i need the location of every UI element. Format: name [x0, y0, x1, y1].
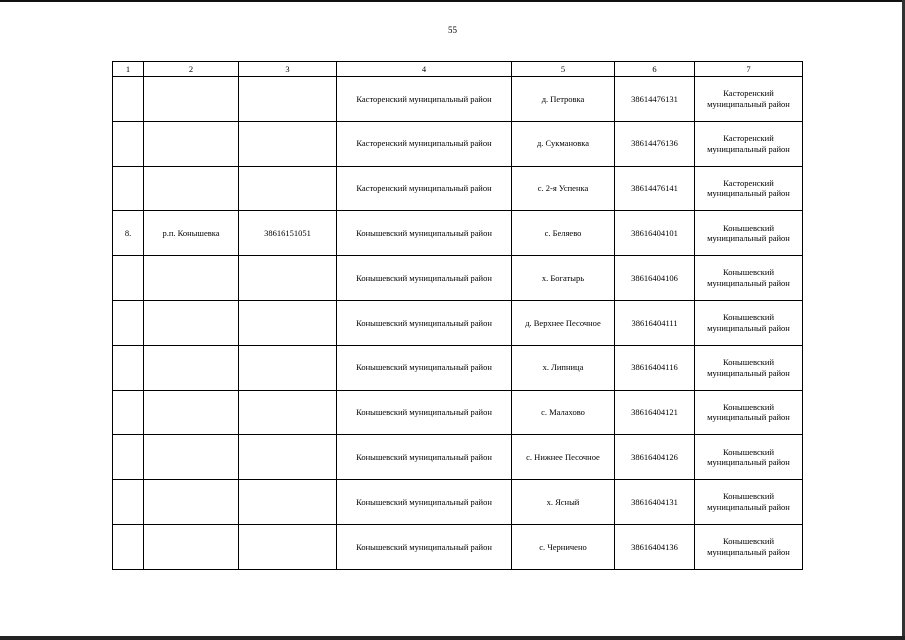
row-number-cell: [113, 77, 144, 122]
municipality-cell: Конышевский муниципальный район: [695, 524, 803, 569]
district-cell: Конышевский муниципальный район: [337, 480, 512, 525]
row-number-cell: [113, 345, 144, 390]
table-row: [113, 300, 803, 345]
locality-code-cell: 38614476131: [615, 77, 695, 122]
municipality-cell: Конышевский муниципальный район: [695, 480, 803, 525]
settlement-cell: [144, 77, 239, 122]
settlement-code-cell: [239, 166, 337, 211]
locality-code-cell: 38614476141: [615, 166, 695, 211]
locality-code-cell: 38616404126: [615, 435, 695, 480]
page-number: 55: [448, 25, 457, 35]
district-cell: Конышевский муниципальный район: [337, 300, 512, 345]
settlement-code-cell: 38616151051: [239, 211, 337, 256]
settlement-cell: [144, 480, 239, 525]
settlements-table: [112, 61, 803, 570]
locality-cell: с. Малахово: [512, 390, 615, 435]
locality-code-cell: 38616404111: [615, 300, 695, 345]
row-number-cell: [113, 121, 144, 166]
settlement-code-cell: [239, 480, 337, 525]
locality-cell: х. Богатырь: [512, 256, 615, 301]
settlement-cell: [144, 166, 239, 211]
municipality-cell: Касторенский муниципальный район: [695, 121, 803, 166]
locality-cell: д. Верхнее Песочное: [512, 300, 615, 345]
header-col-2: 2: [144, 62, 239, 77]
table-row: [113, 390, 803, 435]
row-number-cell: [113, 524, 144, 569]
header-col-5: 5: [512, 62, 615, 77]
locality-code-cell: 38614476136: [615, 121, 695, 166]
municipality-cell: Конышевский муниципальный район: [695, 345, 803, 390]
row-number-cell: 8.: [113, 211, 144, 256]
settlement-cell: [144, 524, 239, 569]
header-col-1: 1: [113, 62, 144, 77]
locality-cell: х. Ясный: [512, 480, 615, 525]
table-row: [113, 121, 803, 166]
settlement-code-cell: [239, 300, 337, 345]
municipality-cell: Касторенский муниципальный район: [695, 77, 803, 122]
district-cell: Касторенский муниципальный район: [337, 166, 512, 211]
settlement-cell: [144, 390, 239, 435]
locality-code-cell: 38616404136: [615, 524, 695, 569]
settlement-code-cell: [239, 345, 337, 390]
header-col-7: 7: [695, 62, 803, 77]
district-cell: Касторенский муниципальный район: [337, 121, 512, 166]
locality-code-cell: 38616404121: [615, 390, 695, 435]
row-number-cell: [113, 256, 144, 301]
municipality-cell: Конышевский муниципальный район: [695, 211, 803, 256]
settlement-cell: [144, 256, 239, 301]
locality-cell: с. Беляево: [512, 211, 615, 256]
district-cell: Конышевский муниципальный район: [337, 390, 512, 435]
settlement-code-cell: [239, 121, 337, 166]
settlement-cell: [144, 300, 239, 345]
locality-cell: с. Черничено: [512, 524, 615, 569]
bottom-edge-line: [0, 636, 905, 640]
table-row: [113, 77, 803, 122]
municipality-cell: Конышевский муниципальный район: [695, 300, 803, 345]
top-edge-line: [0, 0, 905, 2]
table-row: [113, 211, 803, 256]
municipality-cell: Конышевский муниципальный район: [695, 256, 803, 301]
row-number-cell: [113, 435, 144, 480]
municipality-cell: Конышевский муниципальный район: [695, 390, 803, 435]
settlement-cell: р.п. Конышевка: [144, 211, 239, 256]
row-number-cell: [113, 480, 144, 525]
district-cell: Конышевский муниципальный район: [337, 435, 512, 480]
locality-cell: с. Нижнее Песочное: [512, 435, 615, 480]
municipality-cell: Конышевский муниципальный район: [695, 435, 803, 480]
district-cell: Конышевский муниципальный район: [337, 524, 512, 569]
row-number-cell: [113, 390, 144, 435]
table-row: [113, 345, 803, 390]
table-row: [113, 524, 803, 569]
municipality-cell: Касторенский муниципальный район: [695, 166, 803, 211]
settlement-code-cell: [239, 77, 337, 122]
locality-cell: с. 2-я Успенка: [512, 166, 615, 211]
locality-cell: д. Сукмановка: [512, 121, 615, 166]
district-cell: Конышевский муниципальный район: [337, 211, 512, 256]
header-col-3: 3: [239, 62, 337, 77]
locality-code-cell: 38616404116: [615, 345, 695, 390]
settlement-cell: [144, 345, 239, 390]
district-cell: Конышевский муниципальный район: [337, 256, 512, 301]
header-col-6: 6: [615, 62, 695, 77]
row-number-cell: [113, 300, 144, 345]
locality-code-cell: 38616404131: [615, 480, 695, 525]
locality-code-cell: 38616404101: [615, 211, 695, 256]
locality-cell: д. Петровка: [512, 77, 615, 122]
settlement-code-cell: [239, 435, 337, 480]
settlement-cell: [144, 435, 239, 480]
settlement-code-cell: [239, 524, 337, 569]
settlement-cell: [144, 121, 239, 166]
row-number-cell: [113, 166, 144, 211]
settlement-code-cell: [239, 256, 337, 301]
settlement-code-cell: [239, 390, 337, 435]
district-cell: Конышевский муниципальный район: [337, 345, 512, 390]
table-row: [113, 166, 803, 211]
table-header-row: [113, 62, 803, 77]
locality-code-cell: 38616404106: [615, 256, 695, 301]
table-row: [113, 256, 803, 301]
table-row: [113, 480, 803, 525]
district-cell: Касторенский муниципальный район: [337, 77, 512, 122]
header-col-4: 4: [337, 62, 512, 77]
table-row: [113, 435, 803, 480]
locality-cell: х. Липница: [512, 345, 615, 390]
